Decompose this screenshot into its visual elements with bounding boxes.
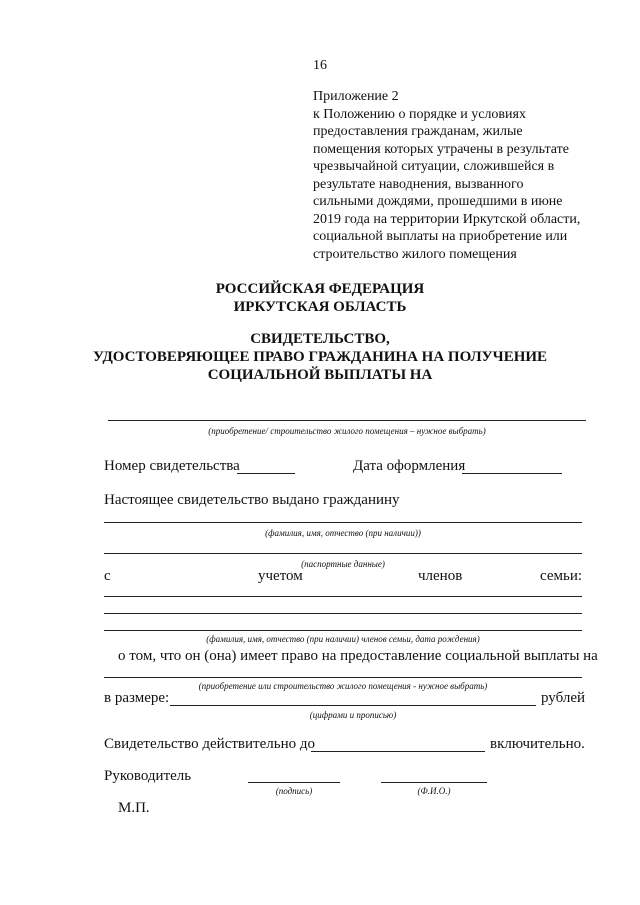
appendix-line: Приложение 2: [313, 89, 399, 104]
currency-label: рублей: [541, 690, 586, 706]
certificate-number-field[interactable]: [237, 473, 295, 474]
certificate-title-line3: СОЦИАЛЬНОЙ ВЫПЛАТЫ НА: [207, 367, 433, 383]
family-word-members: членов: [418, 568, 463, 584]
fio-field[interactable]: [104, 522, 582, 523]
head-fio-field[interactable]: [381, 782, 487, 783]
family-field-3[interactable]: [104, 630, 582, 631]
region-heading: ИРКУТСКАЯ ОБЛАСТЬ: [233, 299, 407, 315]
amount-label: в размере:: [104, 690, 170, 706]
issued-to-label: Настоящее свидетельство выдано гражданину: [104, 492, 400, 508]
appendix-line: сильными дождями, прошедшими в июне: [313, 194, 563, 209]
purpose-hint: (приобретение/ строительство жилого помещения – нужное выбрать): [208, 426, 486, 436]
fio-hint: (фамилия, имя, отчество (при наличии)): [265, 528, 421, 538]
appendix-line: 2019 года на территории Иркутской области,: [313, 211, 581, 227]
appendix-line: социальной выплаты на приобретение или: [313, 229, 568, 244]
family-field-2[interactable]: [104, 613, 582, 614]
certificate-number-label: Номер свидетельства: [104, 458, 240, 474]
purpose2-hint: (приобретение или строительство жилого помещения - нужное выбрать): [198, 681, 488, 691]
family-word-family: семьи:: [540, 568, 583, 584]
head-label: Руководитель: [104, 768, 192, 784]
appendix-line: результате наводнения, вызванного: [313, 176, 524, 192]
certificate-title-line1: СВИДЕТЕЛЬСТВО,: [250, 331, 390, 347]
appendix-line: помещения которых утрачены в результате: [313, 141, 569, 157]
appendix-line: строительство жилого помещения: [313, 246, 517, 262]
certificate-title-line2: УДОСТОВЕРЯЮЩЕЕ ПРАВО ГРАЖДАНИНА НА ПОЛУЧЕНИЕ: [92, 349, 548, 365]
right-statement: о том, что он (она) имеет право на предоставление социальной выплаты на: [118, 648, 598, 664]
purpose2-field[interactable]: [104, 677, 582, 678]
appendix-line: чрезвычайной ситуации, сложившейся в: [313, 159, 555, 174]
country-heading: РОССИЙСКАЯ ФЕДЕРАЦИЯ: [215, 281, 425, 297]
issue-date-label: Дата оформления: [353, 458, 466, 474]
valid-until-field[interactable]: [311, 751, 485, 752]
appendix-line: к Положению о порядке и условиях: [313, 106, 526, 122]
passport-field[interactable]: [104, 553, 582, 554]
amount-field[interactable]: [170, 705, 536, 706]
head-fio-hint: (Ф.И.О.): [417, 786, 451, 796]
family-hint: (фамилия, имя, отчество (при наличии) членов семьи, дата рождения): [206, 634, 480, 644]
appendix-block: [313, 88, 613, 263]
family-word-account: учетом: [258, 568, 303, 584]
purpose-line[interactable]: [108, 420, 586, 421]
passport-hint: (паспортные данные): [301, 559, 385, 569]
appendix-line: предоставления гражданам, жилые: [313, 124, 523, 139]
inclusive-label: включительно.: [490, 736, 585, 752]
stamp-place: М.П.: [118, 800, 150, 816]
signature-hint: (подпись): [275, 786, 313, 796]
family-word-with: с: [104, 568, 111, 584]
signature-field[interactable]: [248, 782, 340, 783]
family-field-1[interactable]: [104, 596, 582, 597]
page-number: 16: [313, 58, 327, 73]
valid-until-label: Свидетельство действительно до: [104, 736, 315, 752]
amount-hint: (цифрами и прописью): [309, 710, 397, 720]
issue-date-field[interactable]: [462, 473, 562, 474]
